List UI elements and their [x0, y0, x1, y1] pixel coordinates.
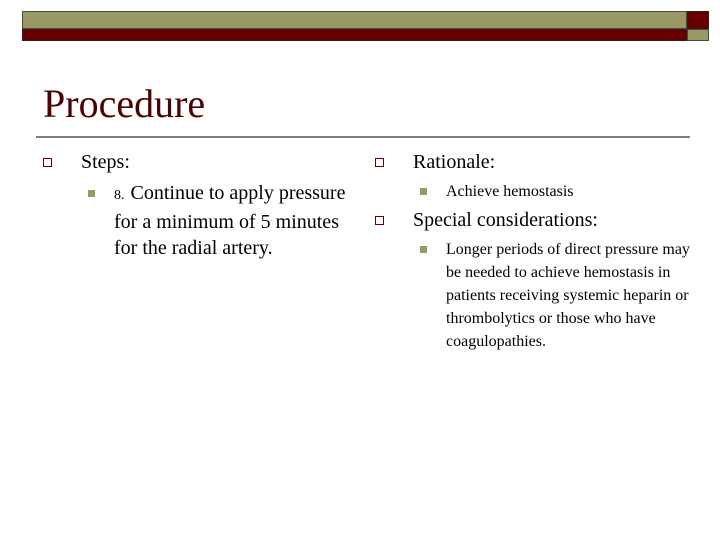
rationale-item	[372, 180, 692, 203]
header-red-bar	[22, 29, 687, 41]
title-divider	[36, 136, 690, 138]
header-olive-square	[687, 29, 709, 41]
header-olive-bar	[22, 11, 687, 29]
rationale-text: Achieve hemostasis	[446, 183, 574, 200]
rationale-heading: Rationale:	[413, 151, 496, 173]
left-column	[40, 150, 350, 261]
hollow-square-bullet-icon	[43, 158, 52, 167]
hollow-square-bullet-icon	[375, 158, 384, 167]
bullet-special-considerations	[372, 208, 692, 232]
filled-square-bullet-icon	[88, 190, 95, 197]
right-column	[372, 150, 692, 353]
filled-square-bullet-icon	[420, 246, 427, 253]
bullet-rationale	[372, 150, 692, 174]
slide-title: Procedure	[43, 81, 206, 126]
special-considerations-item	[372, 238, 692, 353]
step-text: Continue to apply pressure for a minimum of 5 minutes for the radial artery.	[114, 182, 346, 259]
header-red-square	[687, 11, 709, 29]
bullet-steps	[40, 150, 350, 174]
steps-heading: Steps:	[81, 151, 130, 173]
hollow-square-bullet-icon	[375, 216, 384, 225]
filled-square-bullet-icon	[420, 188, 427, 195]
special-considerations-heading: Special considerations:	[413, 209, 598, 231]
step-number: 8.	[114, 188, 125, 203]
step-item	[40, 180, 350, 261]
special-considerations-text: Longer periods of direct pressure may be needed to achieve hemostasis in patients receiving systemic heparin or thrombolytics or those who have coagulopathies.	[446, 241, 690, 350]
